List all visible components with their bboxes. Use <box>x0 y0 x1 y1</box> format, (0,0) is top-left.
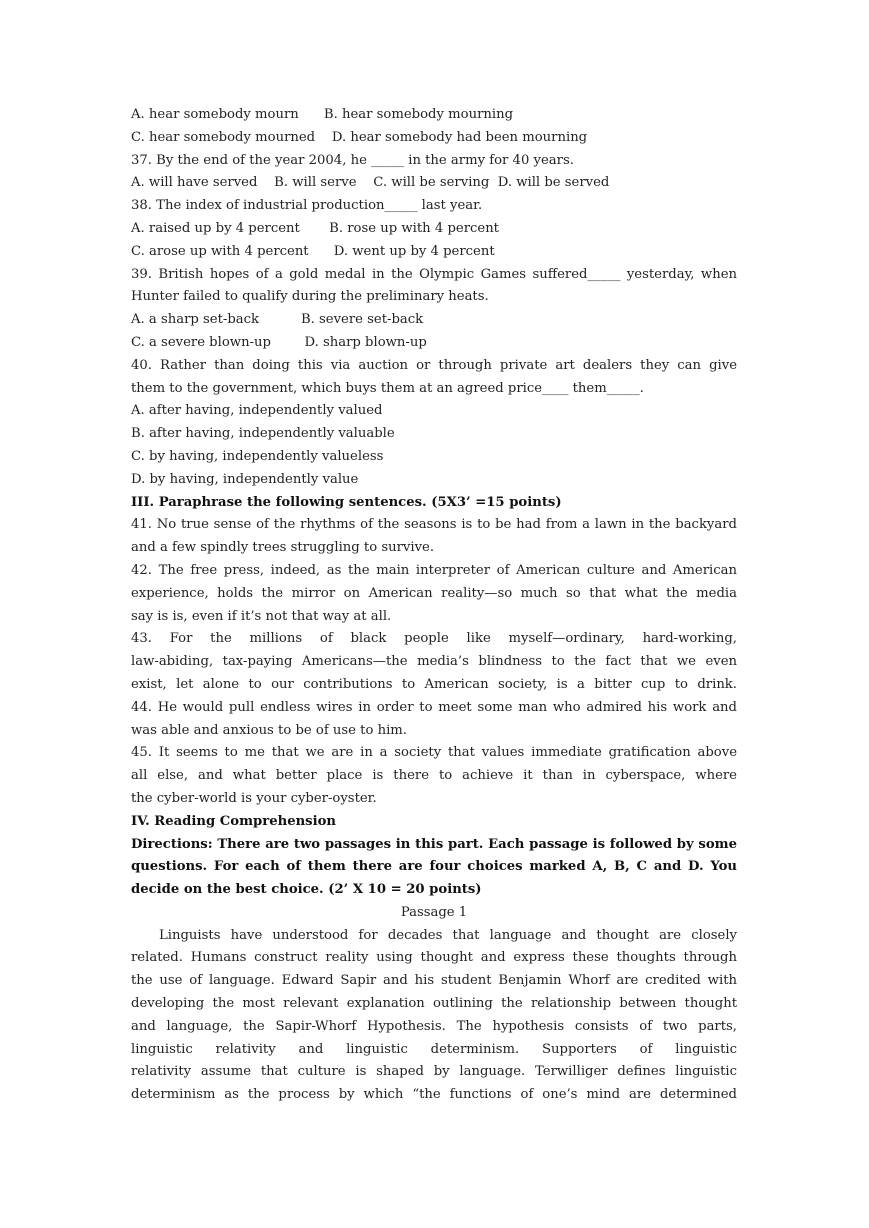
text-line-q42-2: experience, holds the mirror on American reality—so much so that what the media <box>131 585 737 601</box>
text-line-q41-1: 41. No true sense of the rhythms of the seasons is to be had from a lawn in the backyard <box>131 517 737 533</box>
text-line-q45-3: the cyber-world is your cyber-oyster. <box>131 790 377 806</box>
text-line-dir-3: decide on the best choice. (2’ X 10 = 20 points) <box>131 882 482 898</box>
text-line-q39-1: 39. British hopes of a gold medal in the Olympic Games suffered_____ yesterday, when <box>131 266 737 282</box>
text-line-dir-2: questions. For each of them there are four choices marked A, B, C and D. You <box>131 859 737 875</box>
text-line-p1-3: the use of language. Edward Sapir and his student Benjamin Whorf are credited with <box>131 973 737 989</box>
text-line-q36-cd: C. hear somebody mourned D. hear somebody had been mourning <box>131 129 588 145</box>
text-line-q43-3: exist, let alone to our contributions to American society, is a bitter cup to drink. <box>131 676 737 692</box>
text-line-q45-1: 45. It seems to me that we are in a society that values immediate gratification above <box>131 745 737 761</box>
text-line-q40-b: B. after having, independently valuable <box>131 426 395 442</box>
text-line-q41-2: and a few spindly trees struggling to survive. <box>131 540 435 556</box>
text-line-q45-2: all else, and what better place is there to achieve it than in cyberspace, where <box>131 768 737 784</box>
text-line-dir-1: Directions: There are two passages in this part. Each passage is followed by some <box>131 836 737 852</box>
text-line-q37: 37. By the end of the year 2004, he _____ in the army for 40 years. <box>131 152 574 168</box>
text-line-q40-2: them to the government, which buys them at an agreed price____ them_____. <box>131 380 644 396</box>
text-line-q39-cd: C. a severe blown-up D. sharp blown-up <box>131 334 427 350</box>
text-line-q38: 38. The index of industrial production_____ last year. <box>131 198 483 214</box>
text-line-p1-8: determinism as the process by which “the functions of one’s mind are determined <box>131 1087 737 1103</box>
text-line-passage-title: Passage 1 <box>400 904 468 920</box>
text-line-q36-ab: A. hear somebody mourn B. hear somebody mourning <box>131 107 514 122</box>
text-line-p1-6: linguistic relativity and linguistic determinism. Supporters of linguistic <box>131 1041 737 1057</box>
document-page <box>131 104 737 1107</box>
text-line-sec3-head: III. Paraphrase the following sentences. (5X3’ =15 points) <box>131 494 562 510</box>
text-line-q42-3: say is is, even if it’s not that way at all. <box>131 608 392 624</box>
text-line-p1-2: related. Humans construct reality using thought and express these thoughts through <box>131 950 737 966</box>
text-line-q44-1: 44. He would pull endless wires in order to meet some man who admired his work and <box>131 699 737 715</box>
text-line-q40-c: C. by having, independently valueless <box>131 448 384 464</box>
text-line-q39-ab: A. a sharp set-back B. severe set-back <box>131 312 424 328</box>
text-line-p1-4: developing the most relevant explanation outlining the relationship between thought <box>131 996 737 1012</box>
text-line-q37-opts: A. will have served B. will serve C. will be serving D. will be served <box>131 175 610 191</box>
text-line-q44-2: was able and anxious to be of use to him. <box>131 722 407 738</box>
text-line-q40-1: 40. Rather than doing this via auction or through private art dealers they can give <box>131 357 737 373</box>
text-line-p1-5: and language, the Sapir-Whorf Hypothesis. The hypothesis consists of two parts, <box>131 1018 737 1034</box>
text-line-q39-2: Hunter failed to qualify during the preliminary heats. <box>131 289 489 305</box>
text-line-p1-7: relativity assume that culture is shaped by language. Terwilliger defines linguistic <box>131 1064 737 1080</box>
text-line-q40-d: D. by having, independently value <box>131 471 359 487</box>
text-line-q38-ab: A. raised up by 4 percent B. rose up with 4 percent <box>131 220 499 236</box>
text-line-q40-a: A. after having, independently valued <box>131 403 383 419</box>
text-line-sec4-head: IV. Reading Comprehension <box>131 813 336 829</box>
text-line-q43-1: 43. For the millions of black people like myself—ordinary, hard-working, <box>131 631 737 647</box>
text-line-q38-cd: C. arose up with 4 percent D. went up by 4 percent <box>131 243 495 259</box>
text-line-q42-1: 42. The free press, indeed, as the main interpreter of American culture and American <box>131 562 737 578</box>
text-line-p1-1: Linguists have understood for decades that language and thought are closely <box>159 927 737 943</box>
text-line-q43-2: law-abiding, tax-paying Americans—the media’s blindness to the fact that we even <box>131 654 737 670</box>
